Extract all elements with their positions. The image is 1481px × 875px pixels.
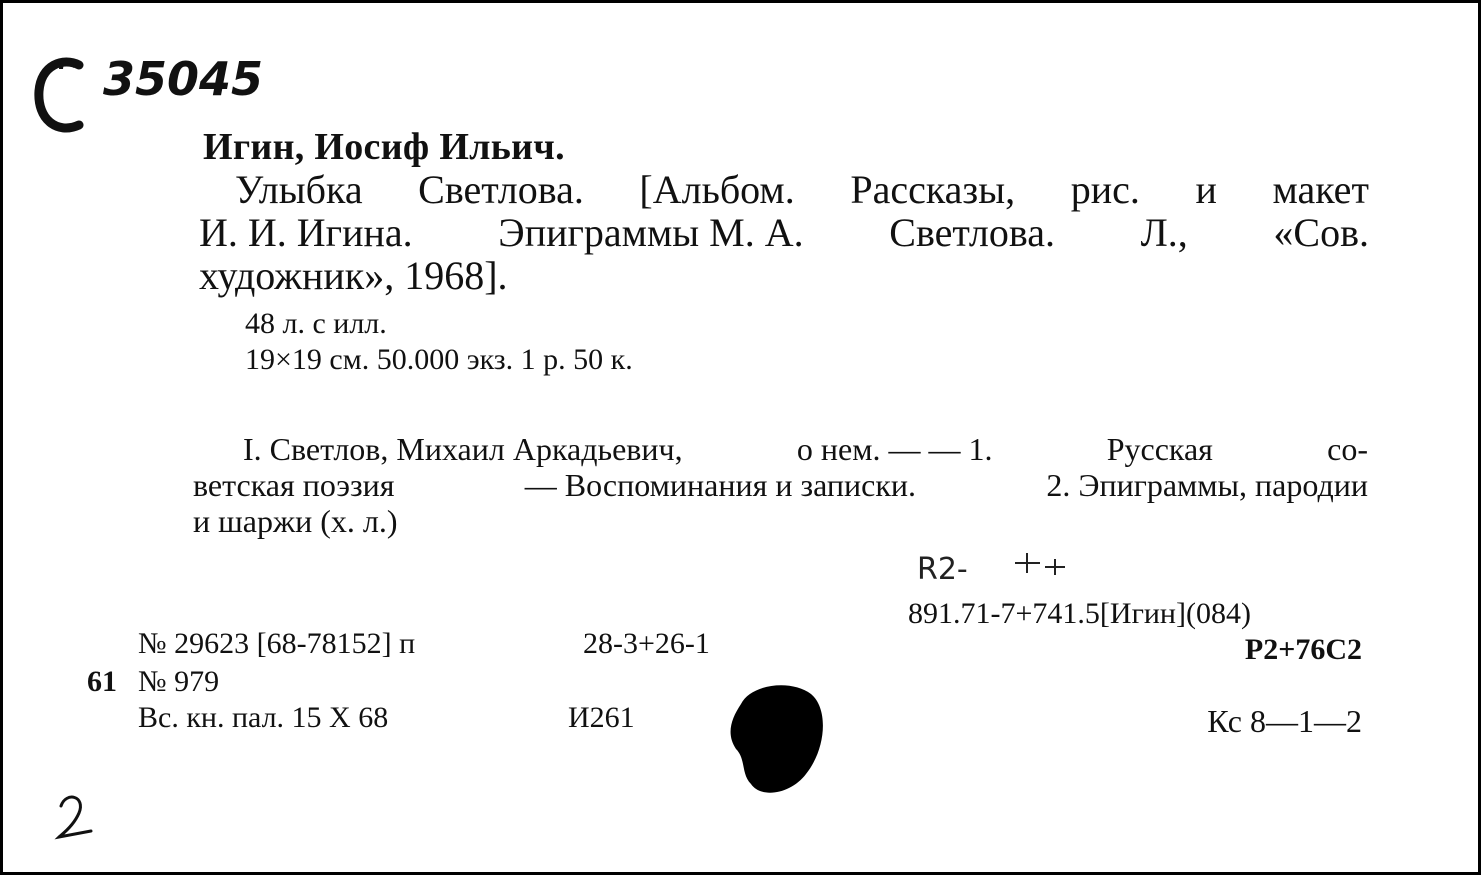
desc-word: И. И. Игина. [199, 210, 413, 255]
title-description [199, 168, 1369, 297]
subject-segment: Русская [1106, 431, 1213, 467]
desc-word: Улыбка [235, 167, 363, 212]
record-number-2: № 979 [138, 665, 220, 698]
desc-word: Л., [1140, 210, 1188, 255]
format-note: 19×19 см. 50.000 экз. 1 р. 50 к. [245, 343, 633, 376]
book-chamber-note: Вс. кн. пал. 15 X 68 [138, 701, 389, 734]
subject-segment: — Воспоминания и записки. [524, 467, 916, 503]
record-number-1-code: 28-3+26-1 [583, 627, 710, 660]
ks-code: Кс 8—1—2 [1207, 703, 1362, 739]
pencil-index-mark [915, 541, 1075, 591]
printing-index: И261 [568, 701, 635, 734]
bbk-index: Р2+76С2 [1244, 633, 1362, 666]
description-line-1 [199, 168, 1369, 211]
subject-segment: ветская поэзия [193, 467, 395, 503]
desc-word: [Альбом. [639, 167, 795, 212]
record-number-2-prefix: 61 [87, 665, 117, 698]
record-number-1: № 29623 [68-78152] п [138, 627, 416, 660]
subject-segment: 2. Эпиграммы, пародии [1046, 467, 1368, 503]
ink-blot [721, 679, 831, 799]
desc-word: Рассказы, [850, 167, 1016, 212]
pages-note: 48 л. с илл. [245, 307, 387, 340]
subject-segment: I. Светлов, Михаил Аркадьевич, [243, 431, 683, 467]
author-heading: Игин, Иосиф Ильич. [203, 126, 565, 168]
description-line-3: художник», 1968]. [199, 253, 508, 298]
udc-index: 891.71-7+741.5[Игин](084) [908, 597, 1251, 630]
subject-line-1 [193, 431, 1368, 467]
subject-line-3: и шаржи (х. л.) [193, 503, 398, 539]
desc-word: «Сов. [1273, 210, 1369, 255]
svg-text:R2-: R2- [917, 552, 968, 587]
desc-word: Эпиграммы М. А. [498, 210, 804, 255]
description-line-2 [199, 211, 1369, 254]
subject-segment: о нем. — — 1. [796, 431, 993, 467]
desc-word: рис. [1070, 167, 1140, 212]
svg-text:35045: 35045 [103, 52, 264, 106]
desc-word: Светлова. [889, 210, 1055, 255]
desc-word: макет [1272, 167, 1369, 212]
desc-word: Светлова. [418, 167, 584, 212]
subject-line-2 [193, 467, 1368, 503]
subject-headings [193, 431, 1368, 539]
subject-segment: со- [1327, 431, 1368, 467]
desc-word: и [1195, 167, 1217, 212]
handwritten-corner-mark [51, 791, 111, 841]
